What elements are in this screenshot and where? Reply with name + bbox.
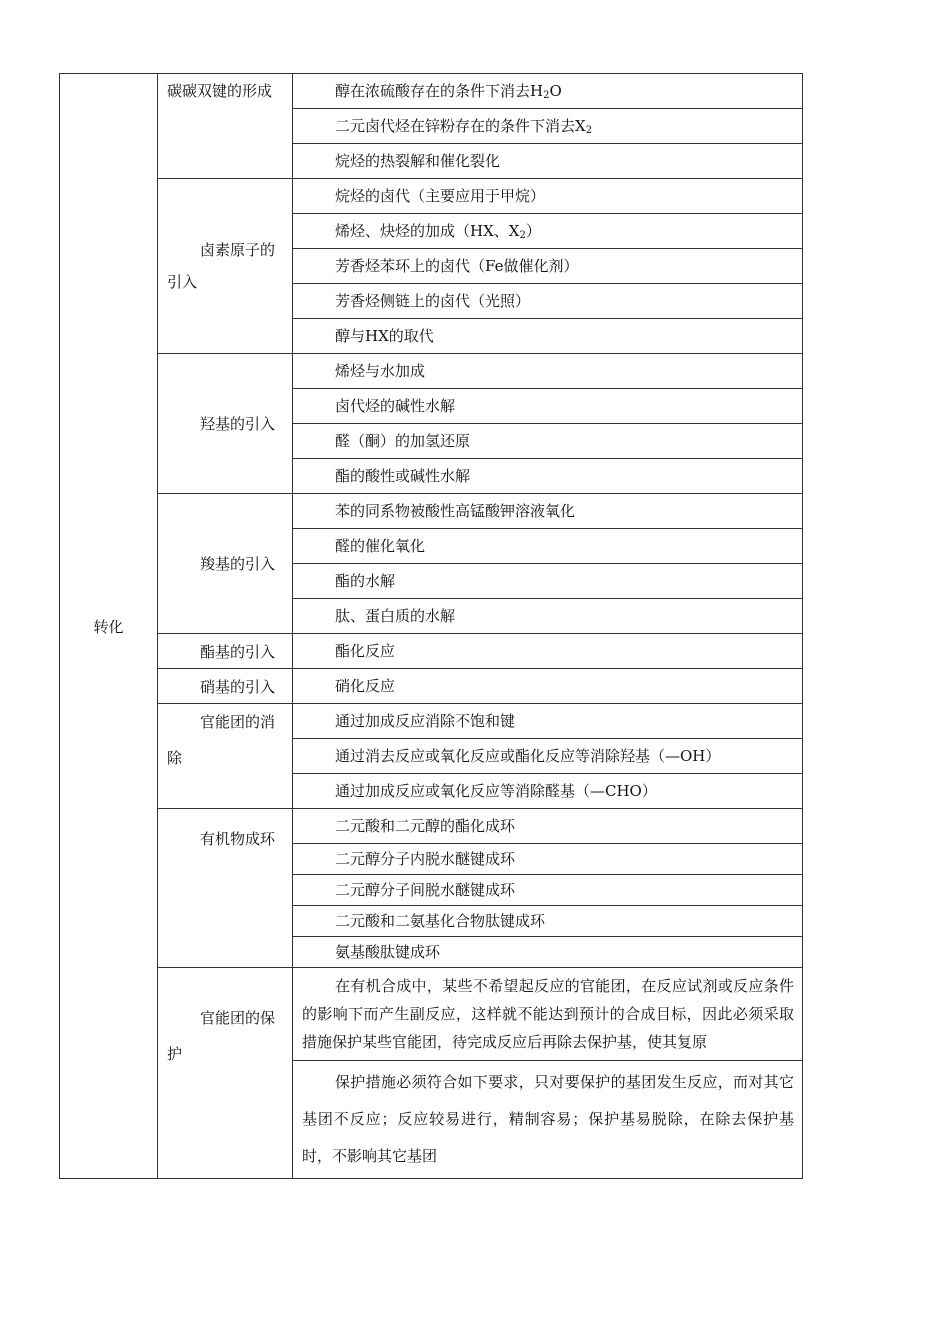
category-label: 羟基的引入 [200, 415, 276, 433]
subscript: 2 [585, 125, 593, 136]
item-text: 肽、蛋白质的水解 [335, 607, 456, 625]
item-text: 二元醇分子间脱水醚键成环 [335, 881, 516, 899]
category-label: 羧基的引入 [200, 555, 276, 573]
table-cell [293, 968, 803, 1061]
item-text: 二元卤代烃在锌粉存在的条件下消去X [335, 117, 586, 135]
table-cell [293, 389, 803, 424]
organic-synthesis-table [59, 73, 803, 1179]
category-label-line1: 官能团的保 [200, 1009, 276, 1027]
category-label-line2: 护 [167, 1045, 183, 1063]
item-text: 二元酸和二氨基化合物肽键成环 [335, 912, 546, 930]
section-label: 转化 [93, 617, 124, 636]
item-text: 卤代烃的碱性水解 [335, 397, 456, 415]
table-cell [293, 494, 803, 529]
item-text: 烯烃与水加成 [335, 362, 426, 380]
table-cell [293, 319, 803, 354]
category-cell [158, 74, 293, 179]
category-label: 酯基的引入 [200, 642, 276, 661]
table-cell [293, 284, 803, 319]
table-cell [293, 179, 803, 214]
item-text: 硝化反应 [335, 677, 396, 695]
section-label-cell [60, 74, 158, 1179]
table-cell [293, 937, 803, 968]
category-label: 碳碳双键的形成 [167, 82, 273, 100]
category-cell [158, 968, 293, 1179]
item-text: 二元酸和二元醇的酯化成环 [335, 817, 516, 835]
table-cell [293, 529, 803, 564]
category-label-line1: 官能团的消 [200, 713, 276, 731]
table-cell [293, 906, 803, 937]
item-text: 酯的酸性或碱性水解 [335, 467, 471, 485]
item-text: 醛的催化氧化 [335, 537, 426, 555]
table-cell [293, 109, 803, 144]
category-cell [158, 669, 293, 704]
table-cell [293, 634, 803, 669]
category-cell [158, 704, 293, 809]
table-cell [293, 459, 803, 494]
table-cell [293, 144, 803, 179]
table-cell [293, 214, 803, 249]
table-cell [293, 599, 803, 634]
item-text: 芳香烃苯环上的卤代（Fe做催化剂） [335, 257, 579, 275]
category-cell [158, 809, 293, 968]
category-label-line2: 引入 [167, 273, 198, 291]
item-text: 苯的同系物被酸性高锰酸钾溶液氧化 [335, 502, 576, 520]
table-cell [293, 875, 803, 906]
item-text: 通过消去反应或氧化反应或酯化反应等消除羟基（—OH） [335, 747, 721, 765]
item-text: 酯的水解 [335, 572, 396, 590]
table-cell [293, 809, 803, 844]
category-cell [158, 494, 293, 634]
table-cell [293, 1061, 803, 1179]
category-label: 有机物成环 [200, 830, 276, 848]
item-text: 二元醇分子内脱水醚键成环 [335, 850, 516, 868]
item-text: 通过加成反应消除不饱和键 [335, 712, 516, 730]
category-label-line1: 卤素原子的 [200, 241, 276, 259]
category-cell [158, 179, 293, 354]
table-cell [293, 424, 803, 459]
item-text: 烯烃、炔烃的加成（HX、X [335, 222, 520, 240]
item-text: 通过加成反应或氧化反应等消除醛基（—CHO） [335, 782, 657, 800]
item-text: 醛（酮）的加氢还原 [335, 432, 471, 450]
table-cell [293, 249, 803, 284]
category-label-line2: 除 [167, 749, 183, 767]
paragraph-text: 保护措施必须符合如下要求，只对要保护的基团发生反应，而对其它基团不反应；反应较易进行，精制容易；保护基易脱除，在除去保护基时，不影响其它基团 [302, 1073, 794, 1165]
subscript: 2 [543, 90, 550, 101]
item-text-tail: ） [525, 222, 541, 240]
table-cell [293, 564, 803, 599]
item-text: 醇在浓硫酸存在的条件下消去H [335, 82, 544, 100]
table-cell [293, 774, 803, 809]
table-cell [293, 354, 803, 389]
table-cell [293, 739, 803, 774]
item-text: 酯化反应 [335, 642, 396, 660]
table-cell [293, 74, 803, 109]
category-cell [158, 634, 293, 669]
item-text: 烷烃的热裂解和催化裂化 [335, 152, 501, 170]
table-cell [293, 844, 803, 875]
subscript: 2 [519, 230, 526, 241]
item-text: 氨基酸肽键成环 [335, 943, 441, 961]
item-text-tail: O [549, 82, 562, 100]
paragraph-text: 在有机合成中，某些不希望起反应的官能团，在反应试剂或反应条件的影响下而产生副反应，这样就不能达到预计的合成目标，因此必须采取措施保护某些官能团，待完成反应后再除去保护基，使其复原 [302, 977, 794, 1051]
item-text: 芳香烃侧链上的卤代（光照） [335, 292, 531, 310]
table-cell [293, 704, 803, 739]
table-cell [293, 669, 803, 704]
category-label: 硝基的引入 [200, 677, 276, 696]
item-text: 烷烃的卤代（主要应用于甲烷） [335, 187, 546, 205]
category-cell [158, 354, 293, 494]
item-text: 醇与HX的取代 [335, 327, 434, 345]
